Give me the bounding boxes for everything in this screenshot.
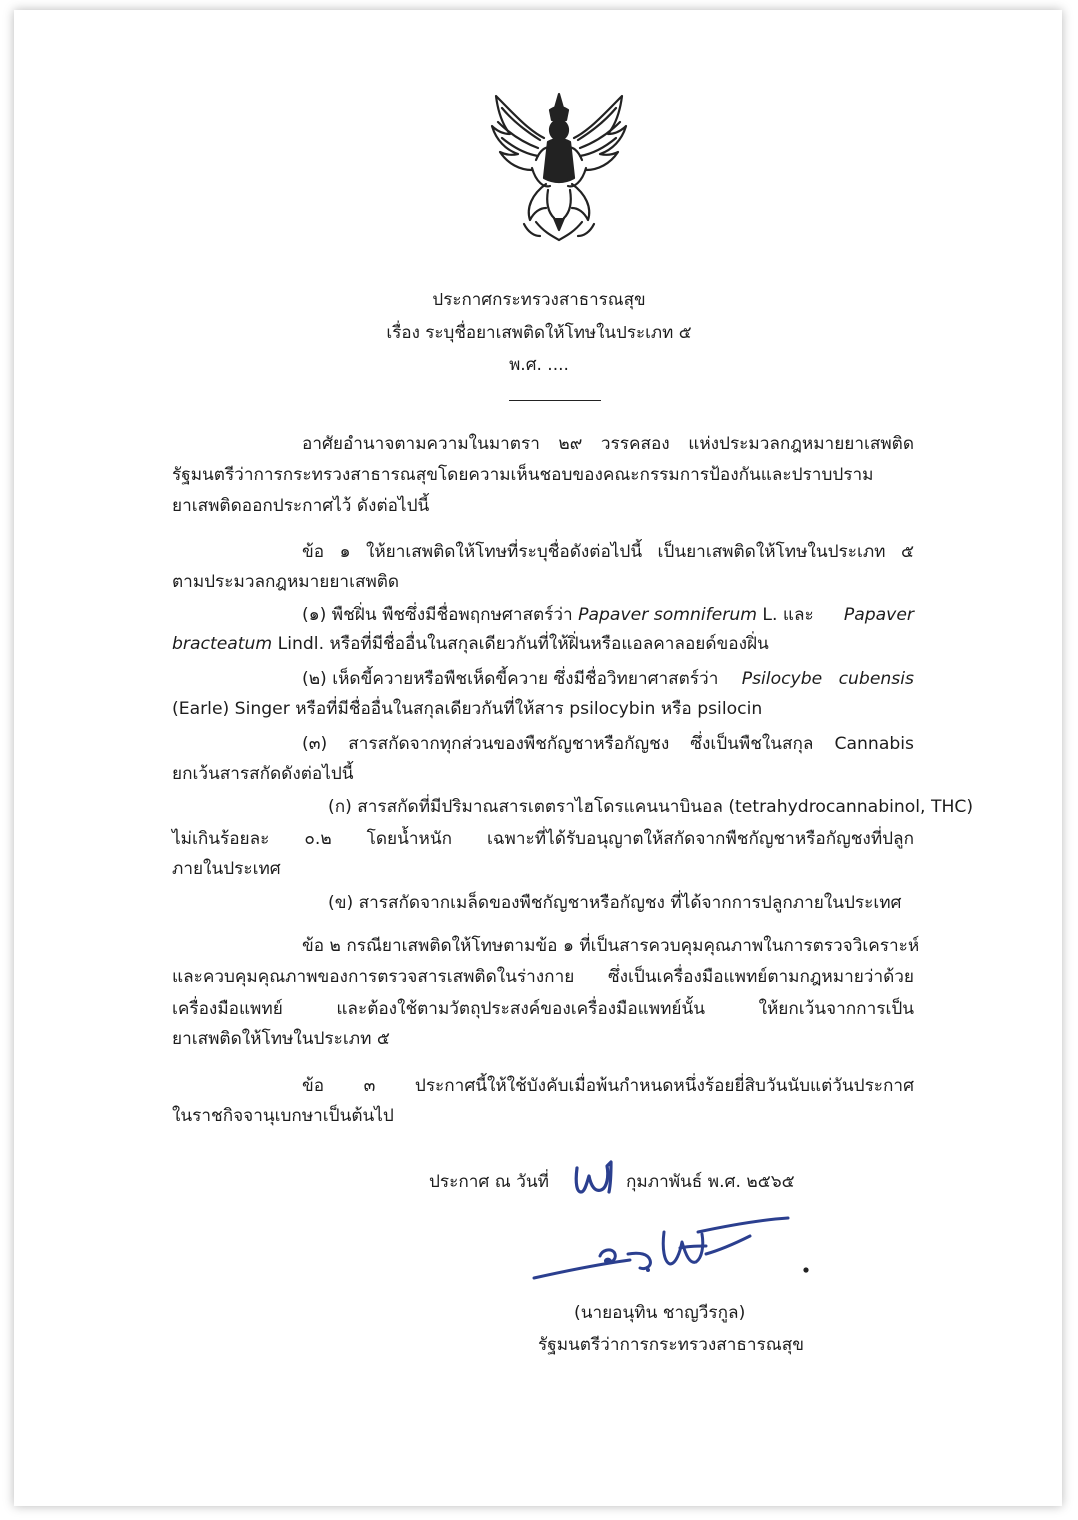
signer-name: (นายอนุทิน ชาญวีรกูล)	[574, 1303, 746, 1323]
clause-3-line: ในราชกิจจานุเบกษาเป็นต้นไป	[172, 1106, 394, 1126]
announcement-year: พ.ศ. ....	[509, 355, 569, 375]
title-divider	[509, 400, 601, 401]
item-3-line: ยกเว้นสารสกัดดังต่อไปนี้	[172, 764, 354, 784]
item-1-line: (๑) พืชฝิ่น พืชซึ่งมีชื่อพฤกษศาสตร์ว่า Papaver somniferum L. และ Papaver	[302, 605, 914, 625]
item-3b-line: (ข) สารสกัดจากเมล็ดของพืชกัญชาหรือกัญชง ที่ได้จากการปลูกภายในประเทศ	[328, 893, 902, 913]
item-3a-line: ภายในประเทศ	[172, 859, 281, 879]
clause-1-line: ข้อ ๑ ให้ยาเสพติดให้โทษที่ระบุชื่อดังต่อไปนี้ เป็นยาเสพติดให้โทษในประเภท ๕	[302, 542, 914, 562]
clause-3-line: ข้อ ๓ ประกาศนี้ให้ใช้บังคับเมื่อพ้นกำหนดหนึ่งร้อยยี่สิบวันนับแต่วันประกาศ	[302, 1076, 914, 1096]
announcement-subject: เรื่อง ระบุชื่อยาเสพติดให้โทษในประเภท ๕	[386, 323, 692, 343]
clause-2-line: เครื่องมือแพทย์ และต้องใช้ตามวัตถุประสงค์ของเครื่องมือแพทย์นั้น ให้ยกเว้นจากการเป็น	[172, 999, 914, 1019]
signer-title: รัฐมนตรีว่าการกระทรวงสาธารณสุข	[538, 1335, 804, 1355]
item-3-line: (๓) สารสกัดจากทุกส่วนของพืชกัญชาหรือกัญชง ซึ่งเป็นพืชในสกุล Cannabis	[302, 734, 914, 754]
preamble-line: ยาเสพติดออกประกาศไว้ ดังต่อไปนี้	[172, 496, 430, 516]
preamble-line: รัฐมนตรีว่าการกระทรวงสาธารณสุขโดยความเห็นชอบของคณะกรรมการป้องกันและปราบปราม	[172, 465, 874, 485]
item-2-line: (Earle) Singer หรือที่มีชื่ออื่นในสกุลเดียวกันที่ให้สาร psilocybin หรือ psilocin	[172, 699, 763, 719]
announced-month-year: กุมภาพันธ์ พ.ศ. ๒๕๖๕	[626, 1172, 795, 1192]
clause-2-line: ข้อ ๒ กรณียาเสพติดให้โทษตามข้อ ๑ ที่เป็นสารควบคุมคุณภาพในการตรวจวิเคราะห์	[302, 936, 920, 956]
item-1-line: bracteatum Lindl. หรือที่มีชื่ออื่นในสกุลเดียวกันที่ให้ฝิ่นหรือแอลคาลอยด์ของฝิ่น	[172, 634, 769, 654]
garuda-emblem	[488, 90, 630, 242]
clause-1-line: ตามประมวลกฎหมายยาเสพติด	[172, 572, 400, 592]
announcement-title: ประกาศกระทรวงสาธารณสุข	[432, 290, 646, 310]
item-3a-line: ไม่เกินร้อยละ ๐.๒ โดยน้ำหนัก เฉพาะที่ได้รับอนุญาตให้สกัดจากพืชกัญชาหรือกัญชงที่ปลูก	[172, 829, 914, 849]
item-3a-line: (ก) สารสกัดที่มีปริมาณสารเตตราไฮโดรแคนนาบินอล (tetrahydrocannabinol, THC)	[328, 797, 974, 817]
signature	[530, 1212, 820, 1294]
clause-2-line: ยาเสพติดให้โทษในประเภท ๕	[172, 1029, 390, 1049]
announced-prefix: ประกาศ ณ วันที่	[429, 1172, 549, 1192]
clause-2-line: และควบคุมคุณภาพของการตรวจสารเสพติดในร่างกาย ซึ่งเป็นเครื่องมือแพทย์ตามกฎหมายว่าด้วย	[172, 967, 914, 987]
item-2-line: (๒) เห็ดขี้ควายหรือพืชเห็ดขี้ควาย ซึ่งมีชื่อวิทยาศาสตร์ว่า Psilocybe cubensis	[302, 669, 914, 689]
handwritten-day	[573, 1158, 617, 1198]
preamble-line: อาศัยอำนาจตามความในมาตรา ๒๙ วรรคสอง แห่งประมวลกฎหมายยาเสพติด	[302, 434, 914, 454]
